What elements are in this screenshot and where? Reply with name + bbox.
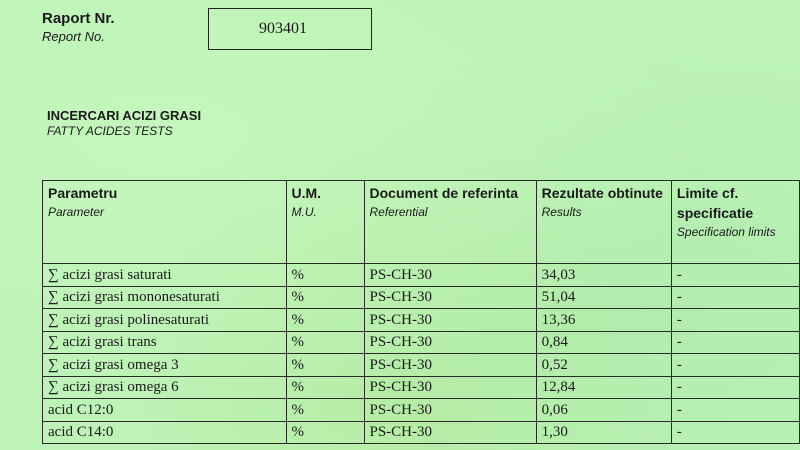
cell-document: PS-CH-30	[364, 399, 536, 422]
cell-document: PS-CH-30	[364, 354, 536, 377]
section-title-en: FATTY ACIDES TESTS	[47, 124, 173, 138]
cell-limit: -	[671, 309, 799, 332]
cell-result: 13,36	[536, 309, 671, 332]
table-header-row	[43, 181, 800, 264]
cell-limit: -	[671, 286, 799, 309]
header-label: Document de referinta	[369, 185, 519, 201]
header-label: Parametru	[48, 185, 118, 201]
cell-result: 0,52	[536, 354, 671, 377]
cell-document: PS-CH-30	[364, 264, 536, 287]
cell-parameter: acid C14:0	[43, 421, 287, 444]
table-row	[43, 264, 800, 287]
cell-parameter: ∑ acizi grasi omega 6	[43, 376, 287, 399]
table-row	[43, 309, 800, 332]
table-row	[43, 286, 800, 309]
header-label: Limite cf. specificatie	[676, 185, 754, 221]
report-number-label	[42, 10, 115, 44]
cell-document: PS-CH-30	[364, 376, 536, 399]
table-row	[43, 421, 800, 444]
cell-result: 0,84	[536, 331, 671, 354]
cell-unit: %	[286, 399, 364, 422]
cell-parameter: ∑ acizi grasi omega 3	[43, 354, 287, 377]
cell-unit: %	[286, 421, 364, 444]
section-heading	[47, 108, 201, 138]
table-row	[43, 376, 800, 399]
header-label-en: Parameter	[48, 205, 105, 219]
cell-unit: %	[286, 264, 364, 287]
table-row	[43, 354, 800, 377]
report-label-en: Report No.	[42, 29, 105, 44]
header-label-en: Referential	[369, 205, 428, 219]
report-label-ro: Raport Nr.	[42, 10, 115, 27]
cell-parameter: acid C12:0	[43, 399, 287, 422]
cell-document: PS-CH-30	[364, 286, 536, 309]
cell-unit: %	[286, 331, 364, 354]
report-number: 903401	[259, 20, 307, 37]
cell-unit: %	[286, 376, 364, 399]
table-row	[43, 399, 800, 422]
header-label: U.M.	[291, 185, 322, 201]
report-number-box	[208, 8, 372, 50]
cell-result: 51,04	[536, 286, 671, 309]
header-limits	[671, 181, 799, 264]
cell-result: 34,03	[536, 264, 671, 287]
cell-document: PS-CH-30	[364, 331, 536, 354]
header-label-en: Results	[541, 205, 582, 219]
cell-document: PS-CH-30	[364, 309, 536, 332]
cell-unit: %	[286, 354, 364, 377]
cell-unit: %	[286, 309, 364, 332]
header-parameter	[43, 181, 287, 264]
cell-result: 0,06	[536, 399, 671, 422]
cell-limit: -	[671, 264, 799, 287]
cell-parameter: ∑ acizi grasi trans	[43, 331, 287, 354]
cell-limit: -	[671, 331, 799, 354]
fatty-acids-table	[42, 180, 800, 444]
header-label-en: M.U.	[291, 205, 317, 219]
cell-unit: %	[286, 286, 364, 309]
table-row	[43, 331, 800, 354]
cell-parameter: ∑ acizi grasi saturati	[43, 264, 287, 287]
header-label-en: Specification limits	[676, 225, 776, 239]
header-results	[536, 181, 671, 264]
cell-result: 12,84	[536, 376, 671, 399]
header-label: Rezultate obtinute	[541, 185, 663, 201]
cell-limit: -	[671, 421, 799, 444]
cell-limit: -	[671, 399, 799, 422]
section-title-ro: INCERCARI ACIZI GRASI	[47, 108, 202, 123]
cell-result: 1,30	[536, 421, 671, 444]
cell-parameter: ∑ acizi grasi polinesaturati	[43, 309, 287, 332]
header-unit	[286, 181, 364, 264]
header-document	[364, 181, 536, 264]
cell-limit: -	[671, 376, 799, 399]
cell-document: PS-CH-30	[364, 421, 536, 444]
cell-limit: -	[671, 354, 799, 377]
cell-parameter: ∑ acizi grasi mononesaturati	[43, 286, 287, 309]
